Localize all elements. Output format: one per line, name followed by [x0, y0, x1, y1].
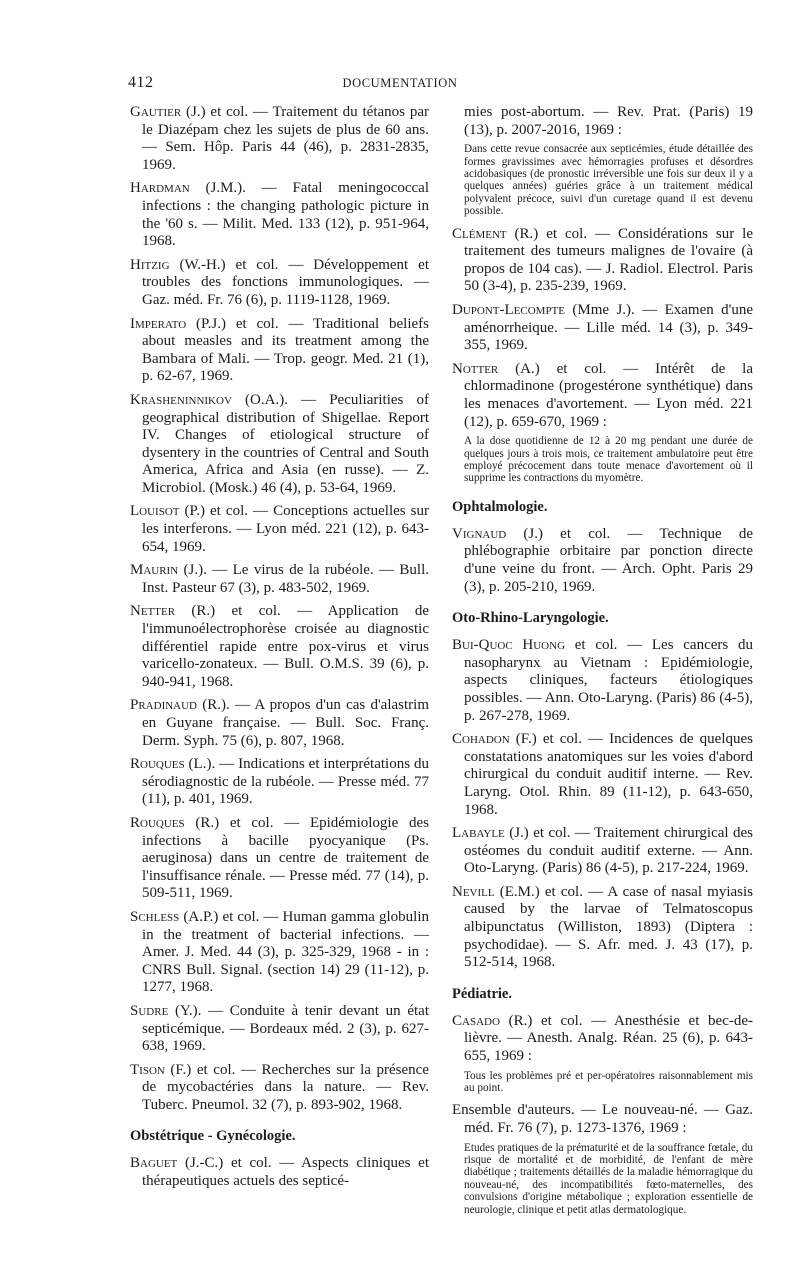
abstract-note-baguet: Dans cette revue consacrée aux septicémies, étude détaillée des formes gravissimes avec hémorragies profuses et désordres acidobasiques (de pronostic irréversible une fois sur deux il y a quelques années) guéries grâce à un traitement médical polyvalent précoce, suivi d'un curetage quand il est devenu possible. — [464, 143, 753, 218]
bibliography-entry-baguet — [130, 1155, 429, 1190]
entry-text: (J.) et col. — Technique de phlébographie orbitaire par ponction directe d'une veine du front. — Arch. Opht. Paris 29 (3), p. 205-210, 1969. — [464, 525, 753, 595]
bibliography-entry — [130, 180, 429, 250]
entry-text: (J.) et col. — Traitement du tétanos par le Diazépam chez les sujets de plus de 60 ans. — Sem. Hôp. Paris 44 (46), p. 2831-2835, 1969. — [142, 104, 429, 173]
bibliography-entry — [452, 825, 753, 878]
entry-text: (J.) et col. — Traitement chirurgical des ostéomes du conduit auditif externe. — Ann. Oto-Laryng. (Paris) 86 (4-5), p. 217-224, 1969. — [464, 825, 753, 877]
entry-author: Notter — [452, 360, 499, 377]
entry-text: (R.). — A propos d'un cas d'alastrim en Guyane française. — Bull. Soc. Franç. Derm. Syph. 75 (6), p. 807, 1968. — [142, 697, 429, 749]
entry-author: Netter — [130, 603, 176, 620]
entry-author: Hitzig — [130, 256, 170, 273]
entry-author: Louisot — [130, 503, 180, 520]
entry-text: (P.) et col. — Conceptions actuelles sur les interferons. — Lyon méd. 221 (12), p. 643-654, 1969. — [142, 503, 429, 555]
entry-author: Cohadon — [452, 731, 510, 748]
entry-author: Rouques — [130, 756, 185, 773]
entry-author: Tison — [130, 1061, 165, 1078]
bibliography-entry — [130, 503, 429, 556]
bibliography-entry — [130, 815, 429, 903]
entry-text: (R.) et col. — Application de l'immunoélectrophorèse croisée au diagnostic différentiel rapide entre pox-virus et virus varicello-zonateux. — Bull. O.M.S. 39 (6), p. 940-941, 1968. — [142, 603, 429, 690]
section-heading-pediatrics: Pédiatrie. — [452, 985, 512, 1002]
entry-text: (Y.). — Conduite à tenir devant un état septicémique. — Bordeaux méd. 2 (3), p. 627-638, 1969. — [142, 1002, 429, 1055]
entry-author: Bui-Quoc Huong — [452, 637, 566, 654]
entry-text: (A.P.) et col. — Human gamma globulin in the treatment of bacterial infections. — Amer. J. Med. 44 (3), p. 325-329, 1968 - in : CNRS Bull. Signal. (section 14) 29 (11-12), p. 1277, 1968. — [142, 908, 429, 996]
entry-author: Casado — [452, 1012, 500, 1029]
entry-author: Krasheninnikov — [130, 391, 232, 408]
bibliography-entry — [130, 562, 429, 597]
bibliography-entry — [130, 392, 429, 498]
entry-author: Nevill — [452, 883, 495, 900]
bibliography-entry — [452, 884, 753, 972]
section-heading-ent: Oto-Rhino-Laryngologie. — [452, 610, 609, 627]
entry-author: Baguet — [130, 1155, 178, 1172]
bibliography-entry — [452, 302, 753, 355]
bibliography-entry — [130, 1062, 429, 1115]
entry-author: Sudre — [130, 1002, 169, 1019]
abstract-note-notter: A la dose quotidienne de 12 à 20 mg pendant une durée de quelques jours à trois mois, ce traitement ambulatoire peut être employé précocement dans toute menace d'avortement où il supprime les contractions du myomètre. — [464, 435, 753, 485]
entry-text: (R.) et col. — Epidémiologie des infections à bacille pyocyanique (Ps. aeruginosa) dans un centre de traitement de l'insuffisance rénale. — Presse méd. 77 (14), p. 509-511, 1969. — [142, 814, 429, 902]
entry-author: Gautier — [130, 104, 182, 120]
entry-text: (R.) et col. — Anesthésie et bec-de-lièvre. — Anesth. Analg. Réan. 25 (6), p. 643-655, 1969 : — [464, 1012, 753, 1065]
obstetrics-entry-list — [452, 226, 753, 432]
ent-entry-list — [452, 637, 753, 972]
entry-author: Pradinaud — [130, 697, 198, 714]
entry-text: (E.M.) et col. — A case of nasal myiasis caused by the larvae of Telmatoscopus albipunctatus (Williston, 1893) (Diptera : psychodidae). — S. Afr. med. J. 43 (17), p. 512-514, 1968. — [464, 883, 753, 971]
entry-text: (F.) et col. — Incidences de quelques constatations anatomiques sur les voies d'abord chirurgical du conduit auditif interne. — Rev. Laryng. Otol. Rhin. 89 (11-12), p. 643-650, 1968. — [464, 731, 753, 818]
entry-text: (L.). — Indications et interprétations du sérodiagnostic de la rubéole. — Presse méd. 77 (11), p. 401, 1969. — [142, 756, 429, 808]
entry-author: Rouques — [130, 814, 185, 831]
entry-author: Labayle — [452, 825, 505, 842]
entry-text: (W.-H.) et col. — Développement et troubles des fonctions immunologiques. — Gaz. méd. Fr. 76 (6), p. 1119-1128, 1969. — [142, 256, 429, 308]
entry-text: (P.J.) et col. — Traditional beliefs about measles and its treatment among the Bambara of Mali. — Trop. geogr. Med. 21 (1), p. 62-67, 1969. — [142, 315, 429, 385]
bibliography-entry — [130, 756, 429, 809]
entry-text: (F.) et col. — Recherches sur la présence de mycobactéries dans la nature. — Rev. Tuberc. Pneumol. 32 (7), p. 893-902, 1968. — [142, 1061, 429, 1113]
right-column — [452, 104, 753, 1224]
bibliography-entry — [130, 1003, 429, 1056]
bibliography-entry — [130, 257, 429, 310]
entry-author: Vignaud — [452, 525, 507, 542]
section-heading-ophthalmology: Ophtalmologie. — [452, 498, 548, 515]
entry-author: Imperato — [130, 315, 187, 332]
section-heading-obstetrics: Obstétrique - Gynécologie. — [130, 1128, 296, 1145]
bibliography-entry — [130, 316, 429, 386]
running-title: DOCUMENTATION — [342, 76, 458, 90]
bibliography-entry — [452, 526, 753, 596]
entry-text: (O.A.). — Peculiarities of geographical distribution of Shigellae. Report IV. Changes of etiological structure of dysentery in the countries of Central and South America, Africa and Asia (en russe). — Z. Microbiol. (Mosk.) 46 (4), p. 53-64, 1969. — [142, 391, 429, 496]
entry-author: Dupont-Lecompte — [452, 302, 565, 318]
bibliography-entry-continuation: mies post-abortum. — Rev. Prat. (Paris) 19 (13), p. 2007-2016, 1969 : — [464, 104, 753, 138]
entry-author: Maurin — [130, 562, 179, 579]
bibliography-entry — [130, 909, 429, 997]
bibliography-entry — [452, 731, 753, 819]
bibliography-entry — [130, 603, 429, 691]
entry-text: et col. — Les cancers du nasopharynx au Vietnam : Epidémiologie, aspects cliniques, facteurs étiologiques possibles. — Ann. Oto-Laryng. (Paris) 86 (4-5), p. 267-278, 1969. — [464, 637, 753, 724]
left-column — [130, 104, 429, 1197]
bibliography-entry — [452, 361, 753, 431]
entry-text: (A.) et col. — Intérêt de la chlormadinone (progestérone synthétique) dans les menaces d'avortement. — Lyon méd. 221 (12), p. 659-670, 1969 : — [464, 360, 753, 430]
pediatrics-entry-list — [452, 1013, 753, 1066]
bibliography-entry — [452, 1013, 753, 1066]
entry-author: Schless — [130, 908, 180, 925]
page-header — [0, 74, 800, 96]
bibliography-entry — [130, 697, 429, 750]
left-entry-list — [130, 104, 429, 1114]
entry-author: Clément — [452, 225, 507, 242]
entry-text: (J.-C.) et col. — Aspects cliniques et thérapeutiques actuels des septicé- — [142, 1155, 429, 1190]
bibliography-entry — [452, 226, 753, 296]
abstract-note-casado: Tous les problèmes pré et per-opératoires raisonnablement mis au point. — [464, 1069, 753, 1095]
ophthalmology-entry-list — [452, 526, 753, 596]
bibliography-entry — [130, 104, 429, 174]
abstract-note-ensemble: Etudes pratiques de la prématurité et de la souffrance fœtale, du risque de mortalité et de morbidité, de l'enfant de mère diabétique ; traitements détaillés de la maladie hémorragique du nouveau-né, des incompatibilités fœto-maternelles, des convulsions d'origine métabolique ; exploration essentielle de neurologie, clinique et petit atlas dermatologique. — [464, 1141, 753, 1216]
entry-author: Hardman — [130, 180, 190, 197]
bibliography-entry-ensemble: Ensemble d'auteurs. — Le nouveau-né. — Gaz. méd. Fr. 76 (7), p. 1273-1376, 1969 : — [452, 1102, 753, 1137]
entry-text: (Mme J.). — Examen d'une aménorrheique. — Lille méd. 14 (3), p. 349-355, 1969. — [464, 302, 753, 354]
bibliography-entry — [452, 637, 753, 725]
entry-text: (J.). — Le virus de la rubéole. — Bull. Inst. Pasteur 67 (3), p. 483-502, 1969. — [142, 562, 429, 596]
page-number: 412 — [128, 74, 154, 91]
entry-text: (R.) et col. — Considérations sur le traitement des tumeurs malignes de l'ovaire (à propos de 104 cas). — J. Radiol. Electrol. Paris 50 (3-4), p. 235-239, 1969. — [464, 225, 753, 295]
entry-text: (J.M.). — Fatal meningococcal infections : the changing pathologic picture in the '60 s. — Milit. Med. 133 (12), p. 951-964, 1968. — [142, 180, 429, 250]
